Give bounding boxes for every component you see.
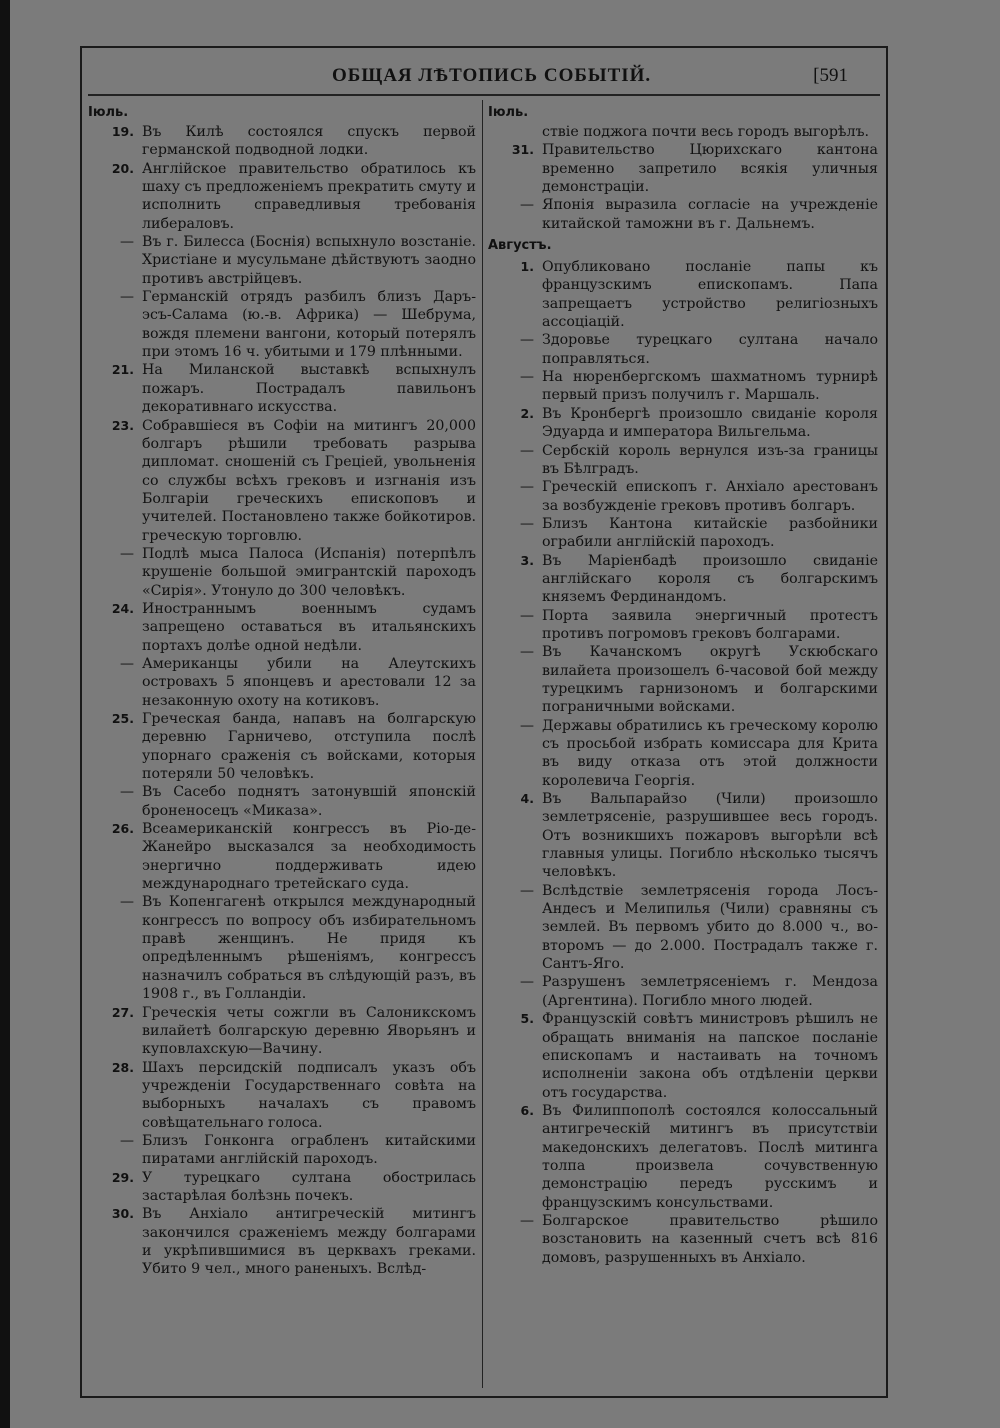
chronicle-entry xyxy=(88,1205,476,1278)
chronicle-entry xyxy=(488,1010,878,1102)
entry-date: — xyxy=(520,442,534,459)
entry-date: — xyxy=(520,974,534,991)
entry-text: Подлѣ мыса Палоса (Испанія) потерпѣлъ крушеніе большой эмигрантскій пароходъ «Сирія». Утонуло до 300 человѣкъ. xyxy=(142,545,476,599)
chronicle-entry xyxy=(88,545,476,600)
entry-date: 5. xyxy=(520,1011,534,1027)
chronicle-entry xyxy=(488,196,878,233)
entry-text: Греческій епископъ г. Анхіало арестованъ за возбужденіе грековъ противъ болгаръ. xyxy=(542,479,878,514)
entry-date: — xyxy=(520,1212,534,1229)
entry-text: Японія выразила согласіе на учрежденіе китайской таможни въ г. Дальнемъ. xyxy=(542,197,878,232)
chronicle-entry xyxy=(488,478,878,515)
page-title: ОБЩАЯ ЛѢТОПИСЬ СОБЫТІЙ. xyxy=(332,65,652,86)
chronicle-entry xyxy=(488,643,878,716)
chronicle-entry xyxy=(488,442,878,479)
chronicle-entry xyxy=(88,288,476,361)
chronicle-entry xyxy=(88,1004,476,1059)
entry-text: Державы обратились къ греческому королю съ просьбой избрать комиссара для Крита въ виду отказа отъ этой должности королевича Георгія. xyxy=(542,717,878,789)
entry-date: — xyxy=(520,644,534,661)
entry-date: 3. xyxy=(520,552,534,568)
chronicle-entry xyxy=(488,717,878,790)
entry-text: Греческія четы сожгли въ Салоникскомъ вилайетѣ болгарскую деревню Яворьянъ и куповлахскую—Вачину. xyxy=(142,1004,476,1058)
right-july-entry-list xyxy=(488,141,878,233)
entry-date: — xyxy=(520,332,534,349)
continued-entry-text: ствіе поджога почти весь городъ выгорѣлъ. xyxy=(542,124,870,140)
chronicle-entry xyxy=(88,1169,476,1206)
entry-date: 20. xyxy=(111,160,134,176)
chronicle-entry xyxy=(488,1212,878,1267)
entry-text: У турецкаго султана обострилась застарѣлая болѣзнь почекъ. xyxy=(142,1169,476,1204)
entry-date: 2. xyxy=(520,405,534,421)
entry-date: 21. xyxy=(111,362,134,378)
entry-text: Опубликовано посланіе папы къ французскимъ епископамъ. Папа запрещаетъ устройство религіозныхъ ассоціацій. xyxy=(542,259,878,331)
entry-date: — xyxy=(520,369,534,386)
chronicle-entry xyxy=(488,790,878,882)
chronicle-entry xyxy=(88,893,476,1003)
chronicle-entry xyxy=(488,1102,878,1212)
entry-text: Порта заявила энергичный протестъ противъ погромовъ грековъ болгарами. xyxy=(542,607,878,642)
entry-text: Въ Сасебо поднятъ затонувшій японскій броненосецъ «Миказа». xyxy=(142,784,476,819)
month-heading-july-continued: Іюль. xyxy=(488,105,529,120)
entry-date: 6. xyxy=(520,1102,534,1118)
chronicle-entry xyxy=(488,973,878,1010)
chronicle-entry xyxy=(488,258,878,331)
month-heading-august: Августъ. xyxy=(488,238,552,254)
entry-text: Англійское правительство обратилось къ шаху съ предложеніемъ прекратить смуту и исполнить справедливыя требованія либераловъ. xyxy=(142,160,476,232)
entry-text: Всеамериканскій конгрессъ въ Ріо-де-Жанейро высказался за необходимость энергично поддерживать идею международнаго третейскаго суда. xyxy=(142,821,476,893)
entry-date: 28. xyxy=(111,1059,134,1075)
entry-text: Въ Анхіало антигреческій митингъ закончился сраженіемъ между болгарами и укрѣпившимися въ церквахъ греками. Убито 9 чел., много раненыхъ. Вслѣд- xyxy=(142,1206,476,1278)
header-rule xyxy=(88,94,880,96)
entry-date: — xyxy=(520,882,534,899)
book-page xyxy=(80,46,888,1398)
entry-date: — xyxy=(520,717,534,734)
chronicle-entry xyxy=(88,655,476,710)
entry-date: — xyxy=(120,545,134,562)
chronicle-entry xyxy=(88,783,476,820)
chronicle-entry xyxy=(488,141,878,196)
entry-date: — xyxy=(120,289,134,306)
left-entry-list xyxy=(88,123,476,1279)
entry-text: На Миланской выставкѣ вспыхнулъ пожаръ. Пострадалъ павильонъ декоративнаго искусства. xyxy=(142,362,476,416)
chronicle-entry xyxy=(88,1059,476,1132)
chronicle-entry xyxy=(88,160,476,233)
entry-date: — xyxy=(520,197,534,214)
entry-date: 24. xyxy=(111,600,134,616)
entry-date: 25. xyxy=(111,711,134,726)
entry-text: Близъ Гонконга ограбленъ китайскими пиратами англійскій пароходъ. xyxy=(142,1132,476,1168)
entry-text: Собравшіеся въ Софіи на митингъ 20,000 болгаръ рѣшили требовать разрыва дипломат. сношеній съ Греціей, увольненія со службы всѣхъ грековъ и изгнанія изъ Болгаріи греческихъ епископовъ и учителей. Постановлено также бойкотиров. греческую торговлю. xyxy=(142,417,476,544)
chronicle-entry xyxy=(488,331,878,368)
entry-date: 26. xyxy=(111,821,134,837)
entry-date: — xyxy=(120,655,134,672)
chronicle-entry xyxy=(88,361,476,416)
entry-text: Въ Копенгагенѣ открылся международный конгрессъ по вопросу объ избирательномъ правѣ женщинъ. Не придя къ опредѣленнымъ рѣшеніямъ, конгрессъ назначилъ собраться въ слѣдующій разъ, въ 1908 г., въ Голландіи. xyxy=(142,894,476,1003)
right-column xyxy=(488,104,878,1267)
entry-date: 4. xyxy=(520,791,534,807)
entry-text: Болгарское правительство рѣшило возстановить на казенный счетъ всѣ 816 домовъ, разрушенныхъ въ Анхіало. xyxy=(542,1212,878,1266)
entry-text: Въ Килѣ состоялся спускъ первой германской подводной лодки. xyxy=(142,124,476,159)
entry-text: Здоровье турецкаго султана начало поправляться. xyxy=(542,332,878,367)
chronicle-entry xyxy=(88,820,476,893)
entry-date: — xyxy=(120,234,134,251)
entry-text: Въ Качанскомъ округѣ Ускюбскаго вилайета произошелъ 6-часовой бой между турецкимъ гарнизономъ и болгарскими пограничными войсками. xyxy=(542,644,878,716)
entry-date: 27. xyxy=(111,1004,134,1020)
entry-text: Разрушенъ землетрясеніемъ г. Мендоза (Аргентина). Погибло много людей. xyxy=(542,974,878,1009)
entry-date: 30. xyxy=(111,1206,134,1222)
entry-date: — xyxy=(520,479,534,496)
entry-text: Вслѣдствіе землетрясенія города Лосъ-Андесъ и Мелипилья (Чили) сравняны съ землей. Въ первомъ убито до 8.000 ч., во-второмъ — до 2.000. Пострадалъ также г. Сантъ-Яго. xyxy=(542,882,878,973)
entry-text: Сербскій король вернулся изъ-за границы въ Бѣлградъ. xyxy=(542,442,878,477)
month-heading-july: Іюль. xyxy=(88,105,129,120)
entry-text: Правительство Цюрихскаго кантона временно запретило всякія уличныя демонстраціи. xyxy=(542,142,878,196)
entry-date: 1. xyxy=(520,259,534,275)
entry-text: Германскій отрядъ разбилъ близъ Даръ-эсъ-Салама (ю.-в. Африка) — Шебрума, вождя племени вангони, который потерялъ при этомъ 16 ч. убитыми и 179 плѣнными. xyxy=(142,289,476,361)
chronicle-entry xyxy=(488,368,878,405)
scan-edge xyxy=(0,0,10,1428)
chronicle-entry xyxy=(88,417,476,545)
chronicle-entry xyxy=(88,123,476,160)
entry-text: На нюренбергскомъ шахматномъ турнирѣ первый призъ получилъ г. Маршаль. xyxy=(542,369,878,404)
entry-text: Близъ Кантона китайскіе разбойники ограбили англійскій пароходъ. xyxy=(542,515,878,551)
chronicle-entry xyxy=(488,607,878,644)
chronicle-entry xyxy=(88,233,476,288)
chronicle-entry xyxy=(88,600,476,655)
right-august-entry-list xyxy=(488,258,878,1267)
column-divider xyxy=(482,100,483,1388)
chronicle-entry xyxy=(488,405,878,442)
left-column xyxy=(88,104,476,1279)
entry-text: Американцы убили на Алеутскихъ островахъ 5 японцевъ и арестовали 12 за незаконную охоту на котиковъ. xyxy=(142,655,476,709)
entry-text: Въ Вальпарайзо (Чили) произошло землетрясеніе, разрушившее весь городъ. Отъ возникшихъ пожаровъ выгорѣли всѣ главныя улицы. Погибло нѣсколько тысячъ человѣкъ. xyxy=(542,791,878,881)
chronicle-entry xyxy=(88,1132,476,1169)
page-number: [591 xyxy=(813,65,848,86)
entry-text: Въ г. Билесса (Боснія) вспыхнуло возстаніе. Христіане и мусульмане дѣйствуютъ заодно противъ австрійцевъ. xyxy=(142,234,476,287)
entry-date: 29. xyxy=(111,1169,134,1185)
chronicle-entry xyxy=(488,515,878,552)
chronicle-entry xyxy=(488,552,878,607)
entry-text: Греческая банда, напавъ на болгарскую деревню Гарничево, отступила послѣ упорнаго сраженія съ войсками, которыя потеряли 50 человѣкъ. xyxy=(142,711,476,783)
entry-text: Въ Кронбергѣ произошло свиданіе короля Эдуарда и императора Вильгельма. xyxy=(542,405,878,441)
entry-date: 23. xyxy=(111,417,134,433)
chronicle-entry xyxy=(88,710,476,783)
entry-date: — xyxy=(120,784,134,801)
chronicle-entry xyxy=(488,882,878,974)
entry-text: Иностраннымъ военнымъ судамъ запрещено оставаться въ итальянскихъ портахъ долѣе одной недѣли. xyxy=(142,600,476,654)
entry-text: Французскій совѣтъ министровъ рѣшилъ не обращать вниманія на папское посланіе епископамъ и настаивать на точномъ исполненіи закона объ отдѣленіи церкви отъ государства. xyxy=(542,1011,878,1101)
entry-date: 19. xyxy=(111,124,134,139)
entry-date: — xyxy=(520,515,534,532)
entry-date: — xyxy=(120,894,134,911)
entry-text: Въ Маріенбадѣ произошло свиданіе англійскаго короля съ болгарскимъ княземъ Фердинандомъ. xyxy=(542,552,878,606)
entry-date: — xyxy=(520,607,534,624)
entry-date: — xyxy=(120,1132,134,1149)
entry-text: Шахъ персидскій подписалъ указъ объ учрежденіи Государственнаго совѣта на выборныхъ началахъ съ правомъ совѣщательнаго голоса. xyxy=(142,1059,476,1131)
entry-text: Въ Филиппополѣ состоялся колоссальный антигреческій митингъ въ присутствіи македонскихъ делегатовъ. Послѣ митинга толпа произвела сочувственную демонстрацію передъ русскимъ и французскимъ консульствами. xyxy=(542,1102,878,1211)
entry-date: 31. xyxy=(511,142,534,158)
page-header xyxy=(82,48,886,100)
